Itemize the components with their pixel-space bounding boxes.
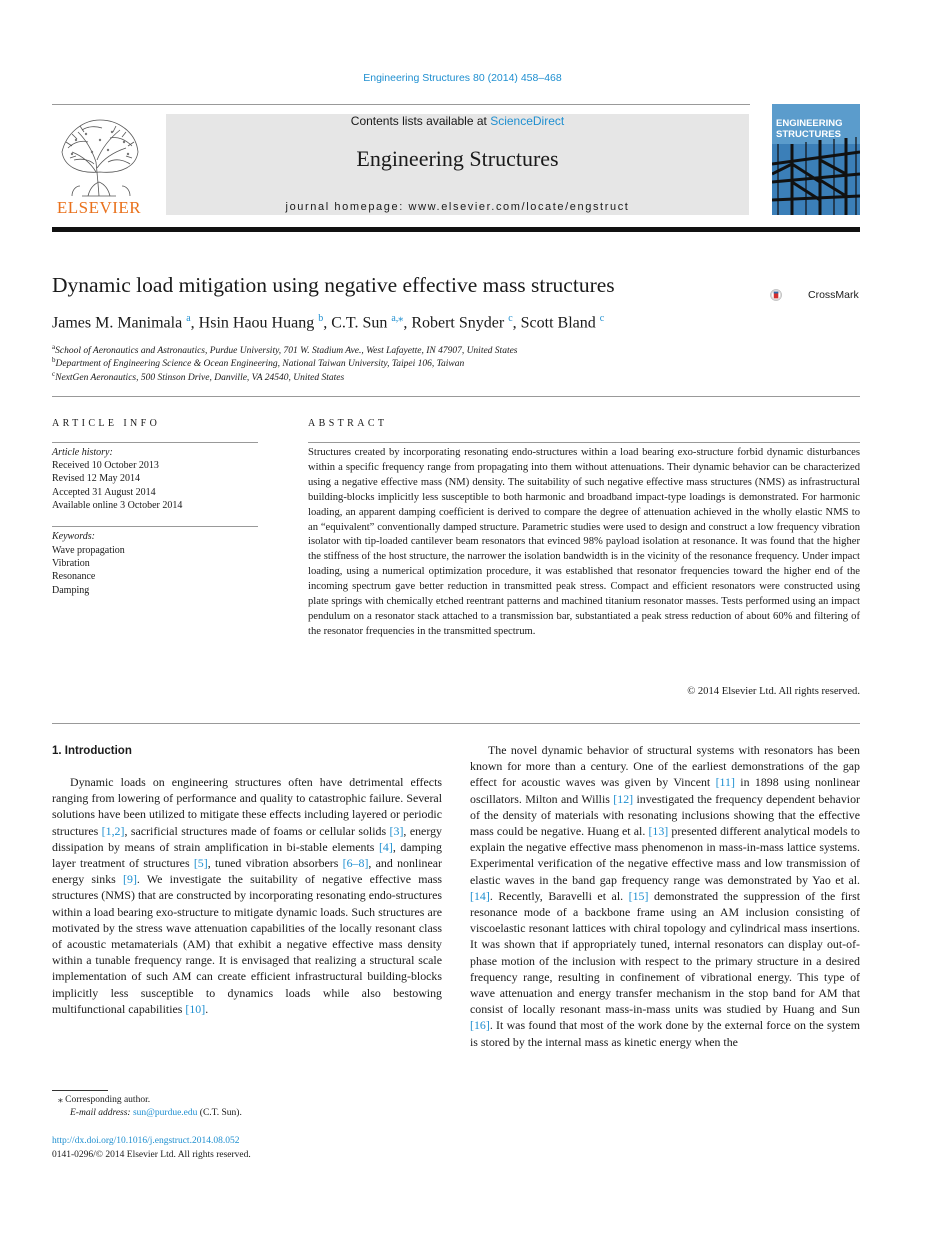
citation-link[interactable]: [5] bbox=[193, 856, 208, 871]
article-history-label: Article history: bbox=[52, 447, 113, 458]
paper-title: Dynamic load mitigation using negative effective mass structures bbox=[52, 273, 615, 297]
intro-paragraph-1 bbox=[52, 774, 442, 1017]
author-affil-sup[interactable]: c bbox=[508, 313, 513, 324]
cover-title-line-2: STRUCTURES bbox=[776, 129, 841, 140]
journal-homepage[interactable]: journal homepage: www.elsevier.com/locate/engstruct bbox=[285, 201, 630, 213]
body-text: . It was found that most of the work done by the external force on the system is stored by the internal mass as kinetic energy when the bbox=[470, 1018, 860, 1049]
introduction-heading: 1. Introduction bbox=[52, 745, 132, 757]
citation-link[interactable]: [4] bbox=[378, 839, 393, 854]
history-accepted: Accepted 31 August 2014 bbox=[52, 487, 156, 498]
keyword-item: Vibration bbox=[52, 558, 90, 569]
body-text: investigated the frequency dependent behavior of the density of materials with resonating inclusions showing that the effective mass could be negative. Huang et al. bbox=[470, 791, 861, 839]
keyword-item: Resonance bbox=[52, 571, 96, 582]
email-footnote bbox=[70, 1108, 242, 1118]
header-thick-rule bbox=[52, 227, 860, 232]
crossmark-icon[interactable] bbox=[770, 278, 804, 312]
article-info-rule bbox=[52, 442, 258, 443]
history-received: Received 10 October 2013 bbox=[52, 460, 159, 471]
cover-title bbox=[776, 118, 860, 140]
sciencedirect-link[interactable]: ScienceDirect bbox=[490, 114, 565, 128]
author-separator: , bbox=[323, 314, 332, 332]
abstract-heading: ABSTRACT bbox=[308, 418, 388, 429]
citation-link[interactable]: [14] bbox=[470, 888, 490, 903]
author-name: Scott Bland bbox=[520, 314, 596, 332]
citation-link[interactable]: [12] bbox=[613, 791, 634, 806]
affiliation bbox=[52, 370, 344, 383]
journal-reference[interactable]: Engineering Structures 80 (2014) 458–468 bbox=[363, 72, 562, 84]
author-affil-sup[interactable]: a bbox=[186, 313, 191, 324]
body-text: , sacrificial structures made of foams or cellular solids bbox=[124, 823, 390, 838]
section-divider bbox=[52, 396, 860, 397]
author-name: Robert Snyder bbox=[411, 314, 505, 332]
crossmark-label[interactable]: CrossMark bbox=[808, 289, 859, 301]
affiliation-text: Department of Engineering Science & Ocean Engineering, National Taiwan University, Taipei 106, Taiwan bbox=[55, 359, 465, 370]
author-list bbox=[52, 313, 604, 332]
history-online: Available online 3 October 2014 bbox=[52, 500, 183, 511]
body-text: , and nonlinear energy sinks bbox=[52, 856, 442, 887]
contents-prefix: Contents lists available at bbox=[350, 114, 491, 128]
header-top-rule bbox=[52, 104, 750, 105]
author-affil-sup[interactable]: c bbox=[599, 313, 605, 324]
abstract-text: Structures created by incorporating resonating endo-structures within a load bearing exo-structure forbid dynamic disturbances within a specific frequency range from propagating into them without attenuations. Their dynamic behavior can be characterized using a negative effective mass (NM) density. The suitability of such negative effective mass structures (NMS) as infrastructural building-blocks implicitly less susceptible to both harmonic and broadband impact-type loadings is demonstrated. For harmonic loading, an apparent damping coefficient is derived to compare the degree of attenuation achieved in the wholly elastic NMS to an “equivalent” conventionally damped structure. Parametric studies were used to design and construct a low frequency vibration isolator with tip-loaded cantilever beam resonators that evinced 98% payload isolation at resonance. It was found that the higher the stiffness of the host structure, the narrower the isolation bandwidth is in the vicinity of the resonance frequency. Under impact loading, using a numerical optimization procedure, it was established that resonator frequencies toward the higher end of the incoming spectrum gave better reduction in transmitted peak stress. Compact and efficient resonators were constructed using plate springs with chemically etched reentrant patterns and machined titanium resonator masses. Tests performed using an impact pendulum on a resonator stack attached to a transmission bar, substantiated a peak stress reduction of about 60% and filtering of the resonator frequencies in the transmitted spectrum. bbox=[308, 447, 860, 637]
body-text: , energy dissipation by means of strain amplification in bi-stable elements bbox=[52, 823, 442, 854]
citation-link[interactable]: [1,2] bbox=[101, 823, 125, 838]
body-text: The novel dynamic behavior of structural systems with resonators has been known for more than a century. One of the earliest demonstrations of the gap effect for acoustic waves was given by Vincent bbox=[470, 743, 860, 790]
affiliation-sup: a bbox=[52, 343, 56, 351]
body-text: demonstrated the suppression of the first resonance mode of a backbone frame using an AM inclusion consisting of viscoelastic resonant lattices with chiral topology and cylindrical mass insertions. It was shown that if appropriately tuned, internal resonators can display out-of-phase motion of the inclusion with respect to the primary structure in a desired frequency range, resulting in confinement of vibrational energy. This type of wave attenuation and energy transfer mechanism in the stop band for AM that consist of locally resonant mass-in-mass units was studied by Huang and Sun bbox=[470, 888, 861, 1017]
email-suffix: (C.T. Sun). bbox=[197, 1108, 242, 1118]
affiliation bbox=[52, 343, 518, 356]
citation-link[interactable]: [11] bbox=[715, 775, 735, 790]
body-text: . bbox=[205, 1001, 209, 1016]
body-text: , damping layer treatment of structures bbox=[52, 839, 442, 871]
elsevier-wordmark: ELSEVIER bbox=[56, 198, 142, 217]
citation-link[interactable]: [6–8] bbox=[342, 856, 369, 871]
body-text: . Recently, Baravelli et al. bbox=[489, 888, 629, 903]
footnote-rule bbox=[52, 1090, 108, 1091]
author-name: James M. Manimala bbox=[52, 314, 183, 332]
doi-link[interactable]: http://dx.doi.org/10.1016/j.engstruct.2014.08.052 bbox=[52, 1136, 240, 1146]
author-name: Hsin Haou Huang bbox=[198, 314, 315, 332]
body-column-left bbox=[52, 774, 442, 1017]
section-divider bbox=[52, 723, 860, 724]
affiliation bbox=[52, 356, 464, 369]
keyword-item: Wave propagation bbox=[52, 545, 125, 556]
body-text: . We investigate the suitability of negative effective mass structures (NMS) that are constructed by incorporating resonating endo-structures within a load bearing exo-structure to mitigate dynamic loads. Such structures are motivated by the stress wave attenuation capabilities of the locally resonant class of acoustic metamaterials (AM) that exhibit a negative effective mass density within a tunable frequency range. It is envisaged that realizing a structural scale implementation of such AM can create efficient infrastructural building-blocks implicitly less susceptible to dynamics loads while also bestowing multifunctional capabilities bbox=[52, 872, 442, 1016]
author-separator: , bbox=[512, 314, 521, 332]
journal-title: Engineering Structures bbox=[356, 146, 559, 171]
keywords-label: Keywords: bbox=[52, 531, 95, 542]
cover-title-line-1: ENGINEERING bbox=[776, 118, 843, 129]
author-name: C.T. Sun bbox=[331, 314, 388, 332]
email-label: E-mail address: bbox=[70, 1108, 133, 1118]
abstract-rule bbox=[308, 442, 860, 443]
contents-line bbox=[166, 114, 749, 128]
author-separator: , bbox=[190, 314, 199, 332]
article-info-heading: ARTICLE INFO bbox=[52, 418, 161, 429]
citation-link[interactable]: [3] bbox=[389, 823, 404, 838]
citation-link[interactable]: [16] bbox=[470, 1018, 490, 1033]
body-text: , tuned vibration absorbers bbox=[207, 856, 343, 871]
citation-link[interactable]: [9] bbox=[123, 872, 137, 887]
body-column-right bbox=[470, 742, 860, 1050]
email-link[interactable]: sun@purdue.edu bbox=[132, 1108, 198, 1118]
affiliation-text: NextGen Aeronautics, 500 Stinson Drive, Danville, VA 24540, United States bbox=[55, 373, 345, 384]
keywords-rule bbox=[52, 526, 258, 527]
issn-line: 0141-0296/© 2014 Elsevier Ltd. All rights reserved. bbox=[52, 1150, 251, 1160]
affiliation-sup: c bbox=[52, 370, 56, 378]
citation-link[interactable]: [13] bbox=[648, 824, 669, 839]
history-revised: Revised 12 May 2014 bbox=[52, 473, 141, 484]
affiliation-sup: b bbox=[52, 356, 56, 364]
author-affil-sup[interactable]: b bbox=[318, 313, 324, 324]
corresponding-author-note: ⁎ Corresponding author. bbox=[58, 1095, 151, 1105]
author-affil-sup[interactable]: a,⁎ bbox=[391, 313, 404, 324]
abstract-copyright: © 2014 Elsevier Ltd. All rights reserved. bbox=[687, 686, 860, 697]
intro-paragraph-2 bbox=[470, 742, 860, 1050]
body-text: presented different analytical models to explain the negative effective mass phenomenon in mass-in-mass lattice systems. Experimental verification of the negative effective mass and low transmission of elastic waves in the band gap frequency range was demonstrated by Yao et al. bbox=[470, 824, 860, 887]
body-text: Dynamic loads on engineering structures often have detrimental effects ranging from lowering of performance and quality to catastrophic failure. Several solutions have been utilized to mitigate these effects including layered or periodic structures bbox=[52, 775, 442, 838]
citation-link[interactable]: [15] bbox=[628, 888, 649, 903]
author-separator: , bbox=[403, 314, 412, 332]
affiliation-text: School of Aeronautics and Astronautics, Purdue University, 701 W. Stadium Ave., West Lafayette, IN 47907, United States bbox=[55, 346, 518, 357]
body-text: in 1898 using nonlinear oscillators. Milton and Willis bbox=[470, 775, 860, 806]
keyword-item: Damping bbox=[52, 585, 90, 596]
citation-link[interactable]: [10] bbox=[185, 1001, 206, 1016]
